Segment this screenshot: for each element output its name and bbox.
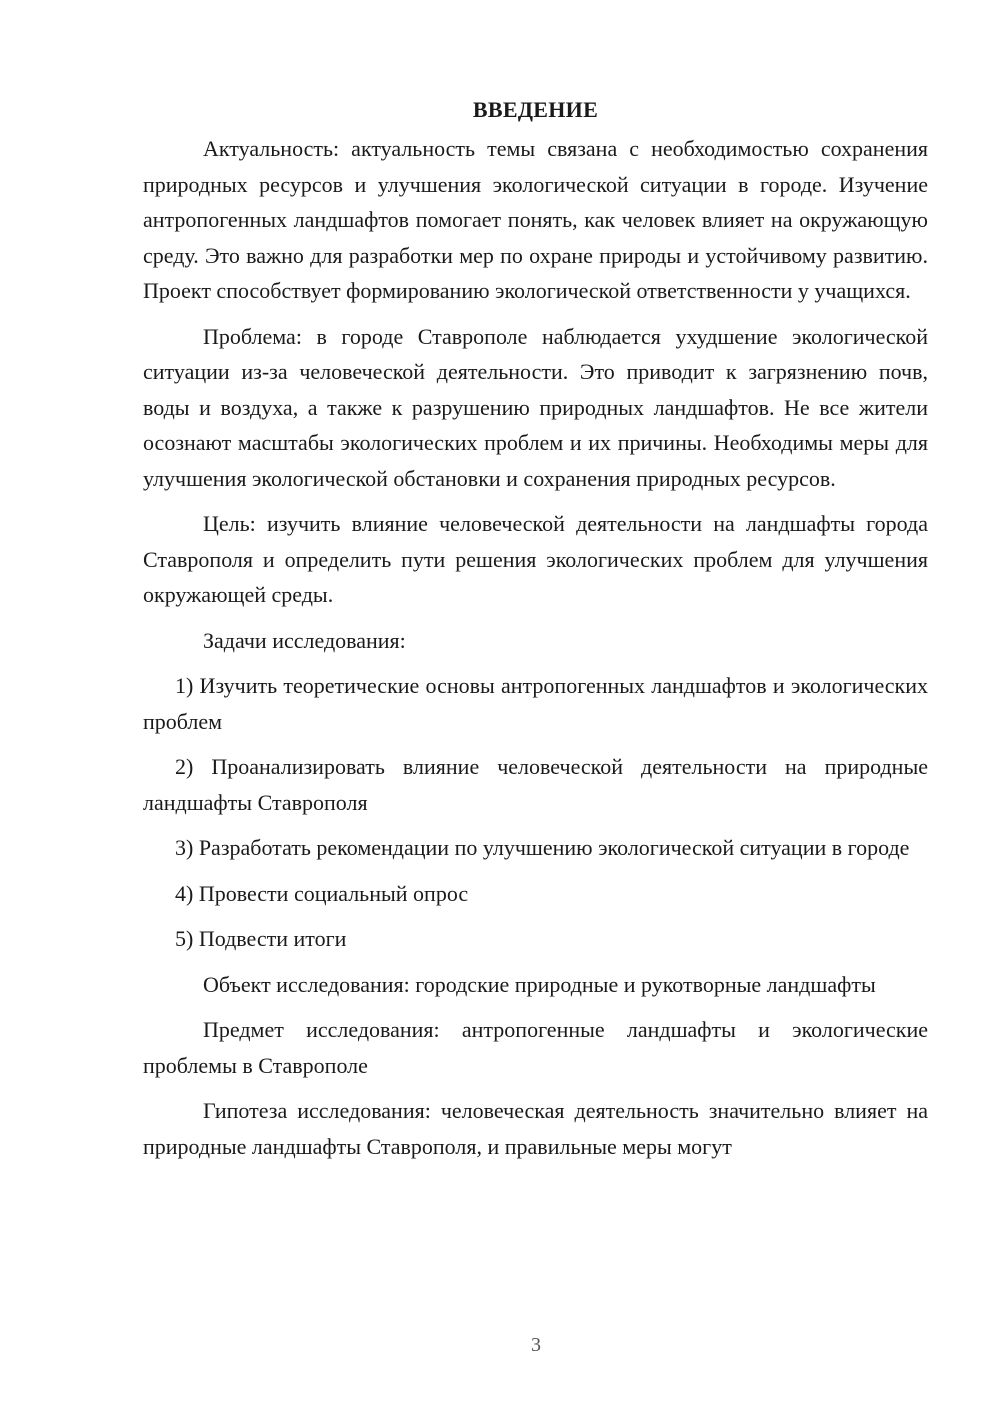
- task-item-3: 3) Разработать рекомендации по улучшению экологической ситуации в городе: [175, 835, 910, 860]
- document-page: [143, 95, 928, 1174]
- page-number: 3: [531, 1334, 541, 1356]
- task-item-5: 5) Подвести итоги: [175, 926, 347, 951]
- relevance-paragraph: Актуальность: актуальность темы связана с необходимостью сохранения природных ресурсов и улучшения экологической ситуации в городе. Изучение антропогенных ландшафтов помогает понять, как человек влияет на окружающую среду. Это важно для разработки мер по охране природы и устойчивому развитию. Проект способствует формированию экологической ответственности у учащихся.: [143, 136, 928, 303]
- task-item-4: 4) Провести социальный опрос: [175, 880, 469, 906]
- subject-paragraph: Предмет исследования: антропогенные ландшафты и экологические проблемы в Ставрополе: [143, 1017, 928, 1078]
- hypothesis-paragraph: Гипотеза исследования: человеческая деятельность значительно влияет на природные ландшафты Ставрополя, и правильные меры могут: [143, 1098, 928, 1159]
- problem-paragraph: Проблема: в городе Ставрополе наблюдается ухудшение экологической ситуации из-за человеческой деятельности. Это приводит к загрязнению почв, воды и воздуха, а также к разрушению природных ландшафтов. Не все жители осознают масштабы экологических проблем и их причины. Необходимы меры для улучшения экологической обстановки и сохранения природных ресурсов.: [143, 323, 928, 491]
- task-item-1: 1) Изучить теоретические основы антропогенных ландшафтов и экологических проблем: [143, 673, 928, 734]
- object-paragraph: Объект исследования: городские природные и рукотворные ландшафты: [203, 971, 876, 997]
- goal-paragraph: Цель: изучить влияние человеческой деятельности на ландшафты города Ставрополя и определить пути решения экологических проблем для улучшения окружающей среды.: [143, 511, 928, 607]
- task-item-2: 2) Проанализировать влияние человеческой деятельности на природные ландшафты Ставрополя: [143, 754, 928, 815]
- page-title: ВВЕДЕНИЕ: [472, 97, 599, 122]
- tasks-heading: Задачи исследования:: [203, 627, 406, 653]
